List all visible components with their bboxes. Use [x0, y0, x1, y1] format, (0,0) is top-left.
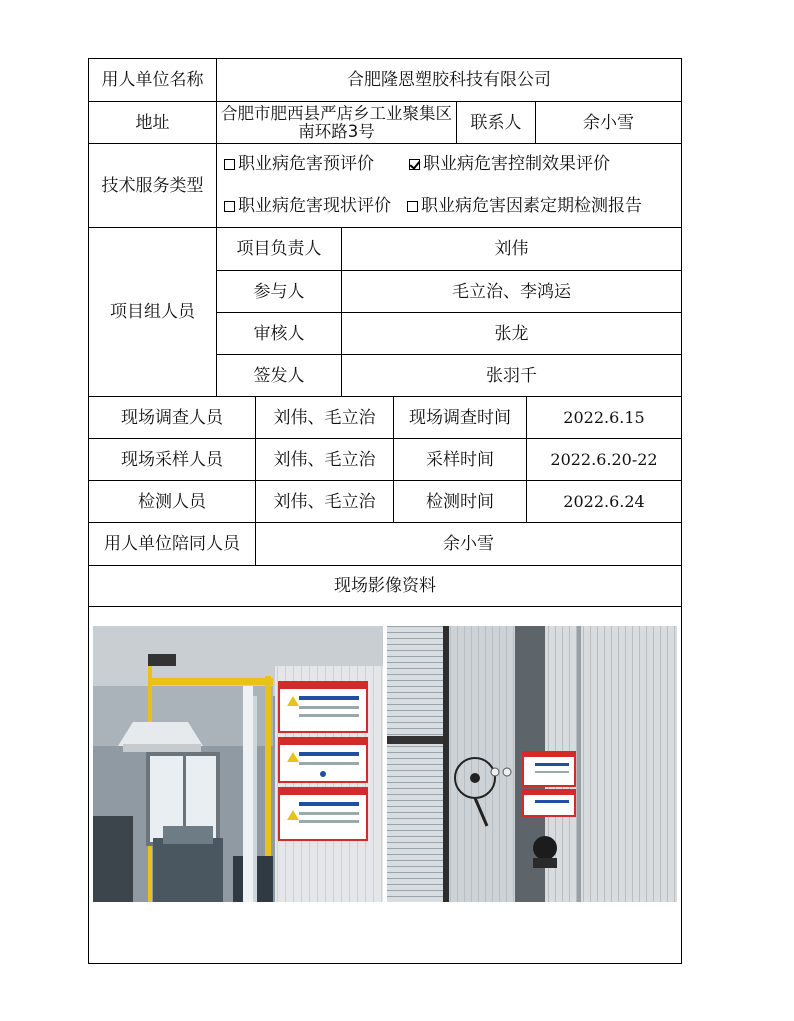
activity-time: 2022.6.24: [563, 491, 645, 511]
checkbox-unchecked-icon[interactable]: [224, 159, 235, 170]
images-section-title: 现场影像资料: [334, 576, 436, 596]
service-option-label: 职业病危害现状评价: [238, 196, 391, 216]
site-photo-1: [93, 626, 383, 902]
team-name: 毛立治、李鸿运: [452, 281, 571, 302]
service-option-label: 职业病危害控制效果评价: [423, 154, 610, 174]
activity-label: 现场采样人员: [121, 449, 223, 470]
team-name: 张羽千: [486, 365, 537, 386]
address-label: 地址: [135, 112, 170, 133]
service-type-label: 技术服务类型: [101, 175, 204, 196]
employer-label: 用人单位名称: [101, 70, 204, 90]
site-photo-2: [387, 626, 677, 902]
team-role: 签发人: [253, 365, 305, 386]
activity-label: 检测人员: [138, 491, 206, 512]
activity-people: 刘伟、毛立治: [273, 449, 376, 470]
accompany-value: 余小雪: [443, 534, 494, 554]
team-role: 参与人: [253, 281, 305, 302]
activity-time-label: 采样时间: [426, 449, 494, 470]
service-option-pre-evaluation[interactable]: [224, 154, 374, 174]
activity-time: 2022.6.15: [563, 407, 645, 427]
activity-people: 刘伟、毛立治: [273, 407, 376, 428]
team-role: 项目负责人: [236, 239, 322, 259]
activity-time-label: 现场调查时间: [409, 407, 511, 428]
team-label: 项目组人员: [110, 302, 195, 322]
service-option-label: 职业病危害预评价: [238, 154, 374, 174]
address-value: 合肥市肥西县严店乡工业聚集区南环路3号: [221, 103, 452, 141]
employer-value: 合肥隆恩塑胶科技有限公司: [347, 70, 551, 90]
checkbox-checked-icon[interactable]: [409, 159, 420, 170]
team-name: 张龙: [494, 323, 529, 344]
team-role: 审核人: [253, 323, 305, 344]
checkbox-unchecked-icon[interactable]: [224, 201, 235, 212]
service-option-status-evaluation[interactable]: [224, 196, 391, 216]
activity-people: 刘伟、毛立治: [273, 491, 376, 512]
activity-time-label: 检测时间: [426, 491, 494, 512]
service-option-label: 职业病危害因素定期检测报告: [421, 196, 642, 216]
accompany-label: 用人单位陪同人员: [104, 534, 240, 554]
checkbox-unchecked-icon[interactable]: [407, 201, 418, 212]
contact-label: 联系人: [470, 112, 522, 133]
activity-label: 现场调查人员: [121, 407, 223, 428]
contact-value: 余小雪: [583, 112, 634, 133]
team-name: 刘伟: [494, 239, 529, 259]
row-divider: [89, 606, 681, 607]
survey-form: [88, 58, 682, 964]
activity-time: 2022.6.20-22: [550, 449, 658, 469]
service-option-control-effect[interactable]: [409, 154, 610, 174]
service-option-periodic-detection[interactable]: [407, 196, 642, 216]
